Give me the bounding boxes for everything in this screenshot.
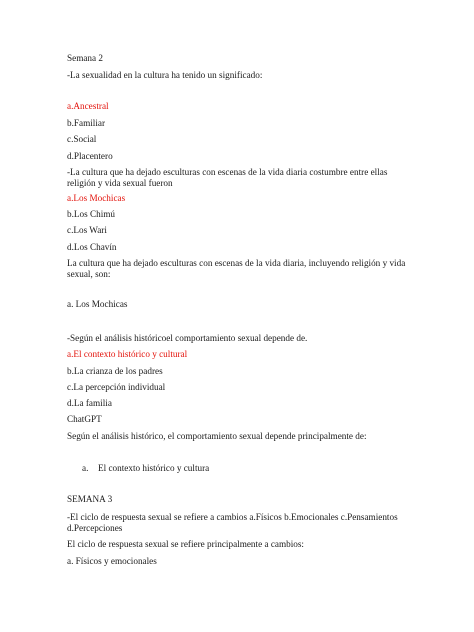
answer-1c: c.Social <box>67 134 97 144</box>
answer-3b: b.La crianza de los padres <box>67 366 163 376</box>
answer-2d: d.Los Chavín <box>67 242 117 252</box>
heading-semana-2: Semana 2 <box>67 53 103 63</box>
answer-4-rephrased: a. Físicos y emocionales <box>67 556 157 566</box>
answer-3a-highlighted: a.El contexto histórico y cultural <box>67 349 188 359</box>
question-3: -Según el análisis históricoel comportamiento sexual depende de. <box>67 333 308 343</box>
heading-semana-3: SEMANA 3 <box>67 494 113 504</box>
answer-1a-highlighted: a.Ancestral <box>67 101 109 111</box>
answer-3d: d.La familia <box>67 398 112 408</box>
question-2: -La cultura que ha dejado esculturas con escenas de la vida diaria costumbre entre ellas religión y vida sexual fueron <box>67 167 388 188</box>
answer-2a-highlighted: a.Los Mochicas <box>67 193 126 203</box>
question-4-rephrased: El ciclo de respuesta sexual se refiere principalmente a cambios: <box>67 539 304 549</box>
list-marker-a: a. <box>82 463 89 473</box>
answer-3c: c.La percepción individual <box>67 382 166 392</box>
answer-2-rephrased: a. Los Mochicas <box>67 299 128 309</box>
question-4: -El ciclo de respuesta sexual se refiere a cambios a.Físicos b.Emocionales c.Pensamientos d.Percepciones <box>67 512 398 533</box>
answer-1b: b.Familiar <box>67 118 106 128</box>
question-3-rephrased: Según el análisis histórico, el comportamiento sexual depende principalmente de: <box>67 431 367 441</box>
answer-2b: b.Los Chimú <box>67 209 115 219</box>
chatgpt-label: ChatGPT <box>67 414 102 424</box>
answer-1d: d.Placentero <box>67 151 113 161</box>
answer-2c: c.Los Wari <box>67 225 107 235</box>
question-2-rephrased: La cultura que ha dejado esculturas con escenas de la vida diaria, incluyendo religión y vida sexual, son: <box>67 258 406 279</box>
question-1: -La sexualidad en la cultura ha tenido un significado: <box>67 70 263 80</box>
answer-3-rephrased: El contexto histórico y cultura <box>98 463 210 473</box>
